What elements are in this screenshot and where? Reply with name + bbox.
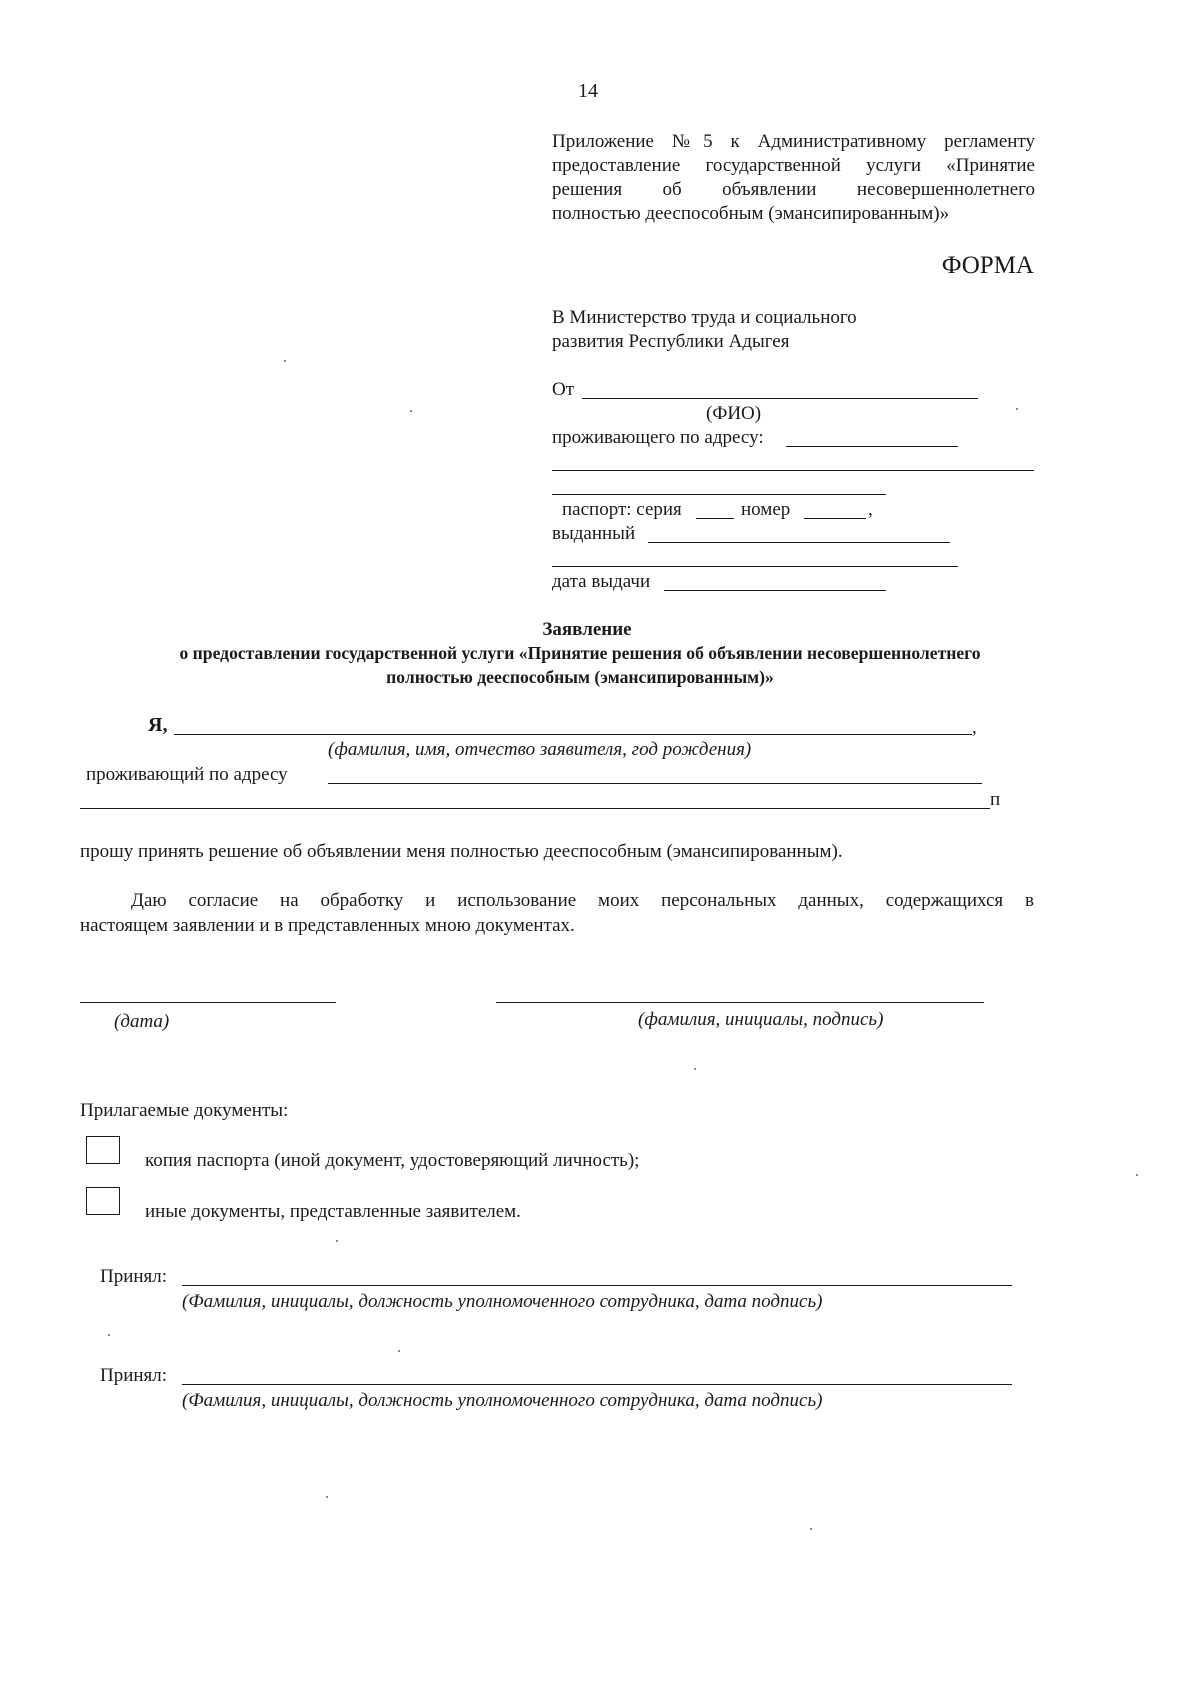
consent-line: настоящем заявлении и в представленных мною документах. — [80, 915, 575, 936]
accepted-label: Принял: — [100, 1365, 168, 1386]
applicant-prefix: Я, — [148, 714, 168, 736]
document-heading: Заявление — [542, 619, 632, 640]
issued-label: выданный — [552, 523, 636, 544]
scan-speck — [284, 360, 286, 362]
scan-speck — [810, 1528, 812, 1530]
fio-field[interactable] — [582, 398, 978, 399]
accepted-field[interactable] — [182, 1285, 1012, 1286]
addressee-line: В Министерство труда и социального — [552, 307, 857, 328]
accepted-label: Принял: — [100, 1266, 168, 1287]
appendix-line: Приложение №5 к Административному регламенту — [552, 131, 1035, 152]
scan-speck — [694, 1068, 696, 1070]
accepted-field[interactable] — [182, 1384, 1012, 1385]
residing-label: проживающий по адресу — [86, 764, 288, 785]
date-caption: (дата) — [114, 1011, 170, 1032]
scan-speck — [336, 1240, 338, 1242]
passport-series-field[interactable] — [696, 518, 734, 519]
applicant-name-caption: (фамилия, имя, отчество заявителя, год рождения) — [328, 739, 752, 760]
form-label: ФОРМА — [941, 252, 1034, 279]
accepted-caption: (Фамилия, инициалы, должность уполномоченного сотрудника, дата подпись) — [182, 1291, 823, 1312]
attachment-checkbox-other[interactable] — [86, 1187, 120, 1215]
name-signature-field[interactable] — [496, 1002, 984, 1003]
issued-field[interactable] — [648, 542, 950, 543]
name-signature-caption: (фамилия, инициалы, подпись) — [638, 1009, 884, 1030]
from-label: От — [552, 379, 575, 400]
appendix-line: решения об объявлении несовершеннолетнего — [552, 179, 1035, 200]
page-number: 14 — [578, 80, 598, 102]
attachment-item-label: копия паспорта (иной документ, удостоверяющий личность); — [145, 1150, 640, 1171]
scan-speck — [1136, 1174, 1138, 1176]
passport-series-label: паспорт: серия — [562, 499, 682, 520]
scan-speck — [326, 1496, 328, 1498]
accepted-caption: (Фамилия, инициалы, должность уполномоченного сотрудника, дата подпись) — [182, 1390, 823, 1411]
document-subtitle: о предоставлении государственной услуги «Принятие решения об объявлении несовершеннолетнего — [179, 643, 981, 663]
scan-speck — [108, 1334, 110, 1336]
scan-speck — [398, 1350, 400, 1352]
address-field-line-3[interactable] — [552, 494, 886, 495]
passport-number-label: номер — [741, 499, 791, 520]
passport-comma: , — [868, 499, 873, 520]
request-text: прошу принять решение об объявлении меня полностью дееспособным (эмансипированным). — [80, 841, 843, 862]
date-signature-field[interactable] — [80, 1002, 336, 1003]
address-field[interactable] — [786, 446, 958, 447]
issue-date-field[interactable] — [664, 590, 886, 591]
appendix-line: предоставление государственной услуги «Принятие — [552, 155, 1035, 176]
address-field-line-2[interactable] — [552, 470, 1034, 471]
appendix-line: полностью дееспособным (эмансипированным)» — [552, 203, 950, 224]
consent-line: Даю согласие на обработку и использование моих персональных данных, содержащихся в — [131, 890, 1034, 911]
attachment-checkbox-passport[interactable] — [86, 1136, 120, 1164]
document-subtitle: полностью дееспособным (эмансипированным)» — [386, 667, 774, 687]
residing-field[interactable] — [328, 783, 982, 784]
scan-speck — [410, 410, 412, 412]
scan-speck — [1016, 408, 1018, 410]
issued-field-line-2[interactable] — [552, 566, 958, 567]
addressee-line: развития Республики Адыгея — [552, 331, 790, 352]
applicant-name-field[interactable] — [174, 734, 972, 735]
issue-date-label: дата выдачи — [552, 571, 651, 592]
passport-number-field[interactable] — [804, 518, 866, 519]
fio-caption: (ФИО) — [706, 403, 762, 424]
residing-trailing: п — [990, 789, 1001, 810]
appendix-reference — [552, 130, 1035, 226]
consent-paragraph — [80, 888, 1034, 938]
applicant-trailing-comma: , — [972, 717, 977, 738]
attachment-item-label: иные документы, представленные заявителем. — [145, 1201, 521, 1222]
address-label: проживающего по адресу: — [552, 427, 764, 448]
residing-field-line-2[interactable] — [80, 808, 990, 809]
attachments-label: Прилагаемые документы: — [80, 1100, 289, 1121]
